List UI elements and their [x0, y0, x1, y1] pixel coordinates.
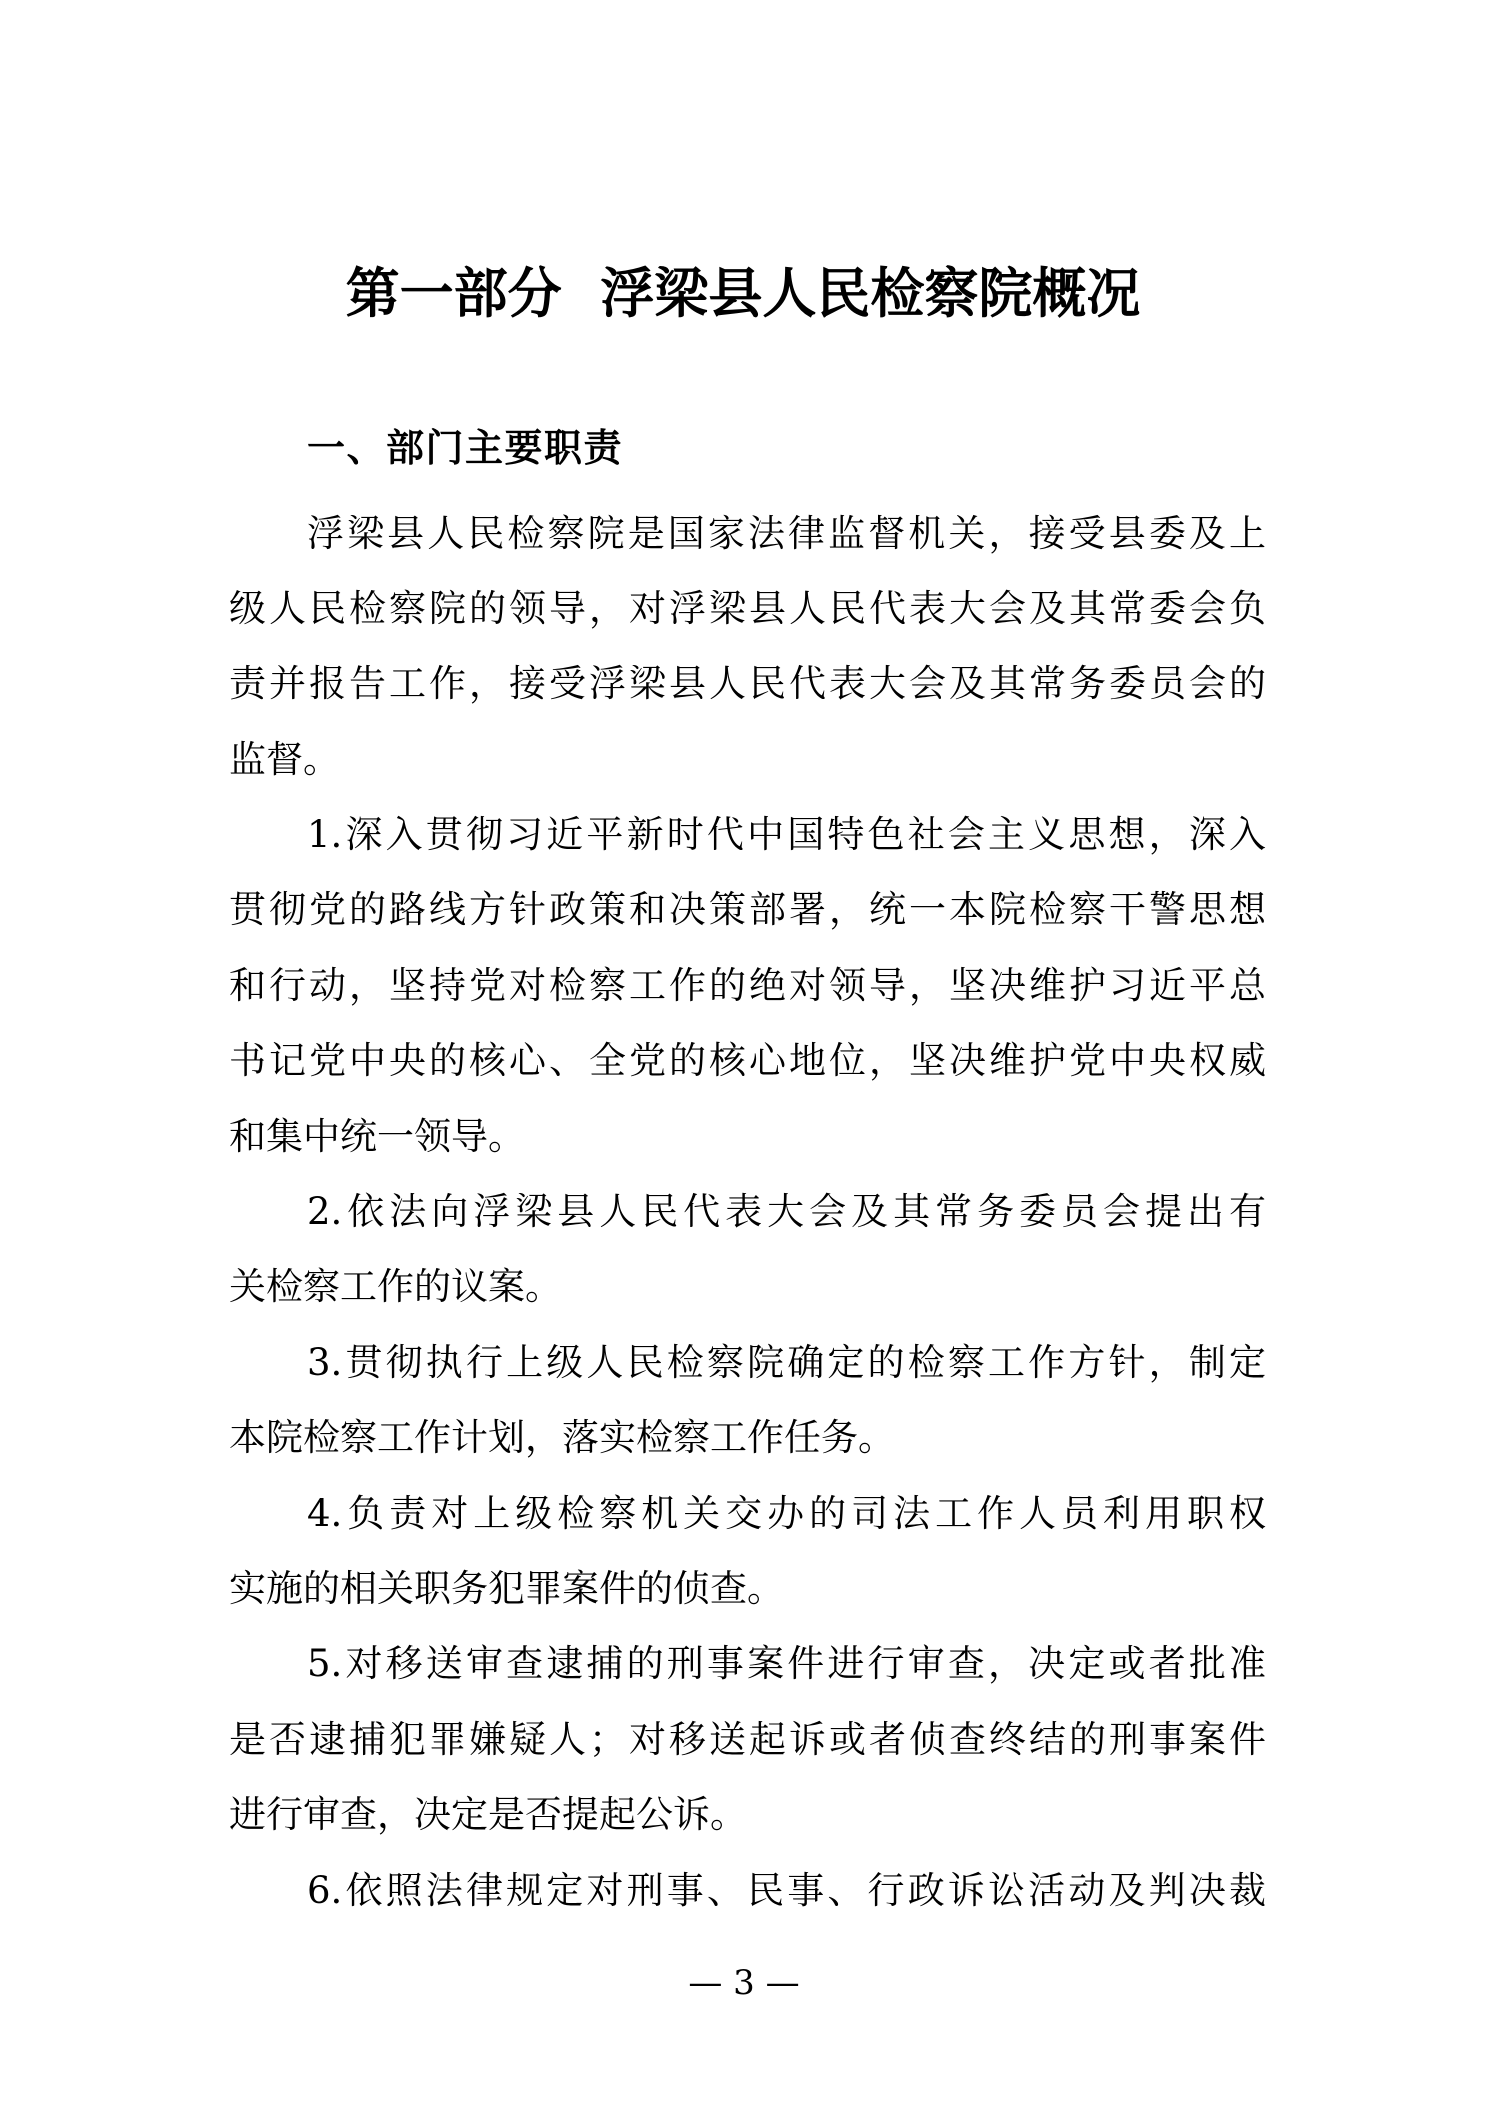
text-line: 进行审查，决定是否提起公诉。: [229, 1793, 747, 1837]
text-line: 是否逮捕犯罪嫌疑人；对移送起诉或者侦查终结的刑事案件: [229, 1717, 1266, 1761]
text-line: 6.依照法律规定对刑事、民事、行政诉讼活动及判决裁: [307, 1868, 1266, 1912]
text-line: 5.对移送审查逮捕的刑事案件进行审查，决定或者批准: [307, 1642, 1266, 1686]
text-line: 级人民检察院的领导，对浮梁县人民代表大会及其常委会负: [229, 586, 1266, 630]
page-title: 第一部分 浮梁县人民检察院概况: [345, 261, 1141, 325]
paragraph-item-3: [229, 1325, 1266, 1476]
text-line: 和集中统一领导。: [229, 1114, 525, 1158]
text-line: 2.依法向浮梁县人民代表大会及其常务委员会提出有: [307, 1190, 1266, 1234]
paragraph-overview: [229, 496, 1266, 798]
text-line: 本院检察工作计划，落实检察工作任务。: [229, 1416, 895, 1460]
text-line: 浮梁县人民检察院是国家法律监督机关，接受县委及上: [307, 511, 1266, 555]
text-line: 监督。: [229, 737, 340, 781]
body-text: [229, 496, 1266, 1928]
paragraph-item-2: [229, 1174, 1266, 1325]
text-line: 实施的相关职务犯罪案件的侦查。: [229, 1566, 784, 1610]
text-line: 和行动，坚持党对检察工作的绝对领导，坚决维护习近平总: [229, 963, 1266, 1007]
page-number: — 3 —: [688, 1963, 800, 2003]
section-heading: 一、部门主要职责: [307, 426, 624, 470]
text-line: 4.负责对上级检察机关交办的司法工作人员利用职权: [307, 1491, 1266, 1535]
text-line: 3.贯彻执行上级人民检察院确定的检察工作方针，制定: [307, 1340, 1266, 1384]
text-line: 1.深入贯彻习近平新时代中国特色社会主义思想，深入: [307, 813, 1266, 857]
text-line: 关检察工作的议案。: [229, 1265, 562, 1309]
text-line: 贯彻党的路线方针政策和决策部署，统一本院检察干警思想: [229, 888, 1266, 932]
paragraph-item-6: [229, 1853, 1266, 1928]
text-line: 责并报告工作，接受浮梁县人民代表大会及其常务委员会的: [229, 662, 1266, 706]
paragraph-item-5: [229, 1626, 1266, 1852]
paragraph-item-4: [229, 1476, 1266, 1627]
paragraph-item-1: [229, 797, 1266, 1174]
text-line: 书记党中央的核心、全党的核心地位，坚决维护党中央权威: [229, 1039, 1266, 1083]
